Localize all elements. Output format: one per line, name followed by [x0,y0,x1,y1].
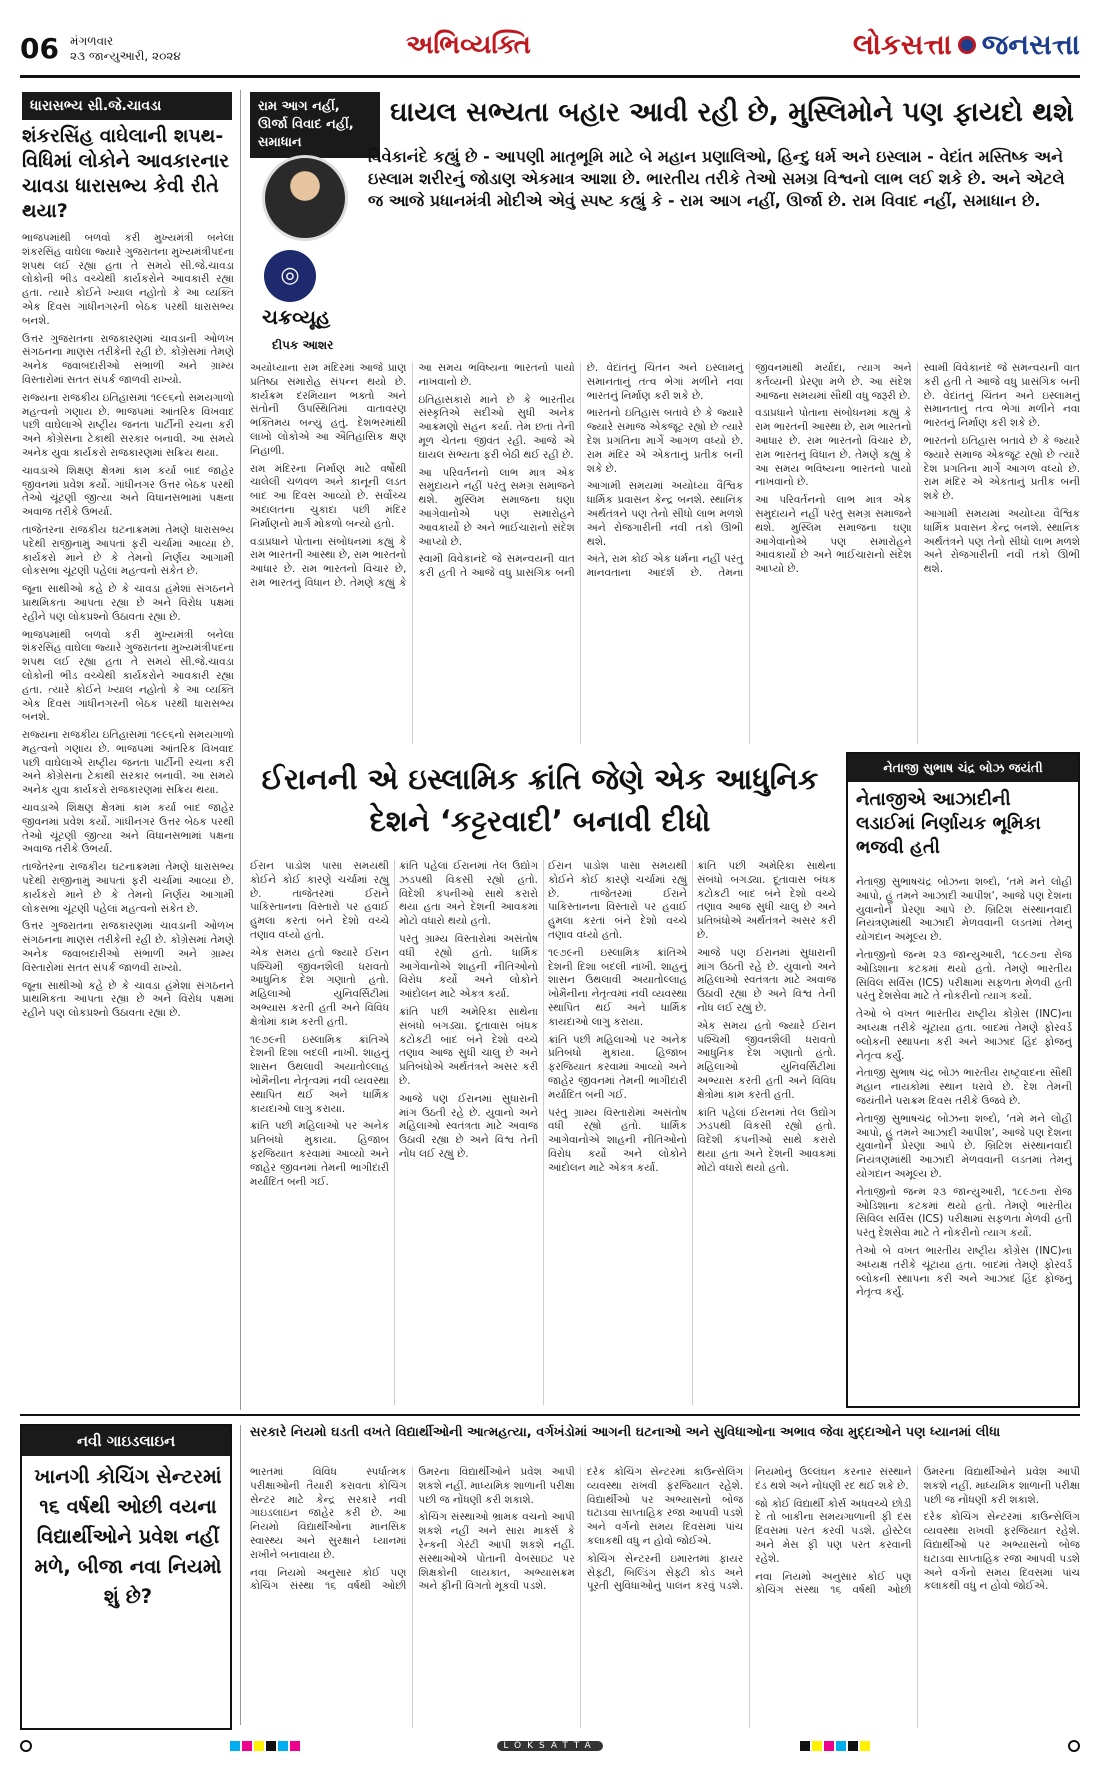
paragraph: સ્વામી વિવેકાનંદે જે સમન્વયની વાત કરી હતી તે આજે વધુ પ્રાસંગિક બની છે. વેદાંતનું ચિંતન અને ઇસ્લામનું સમાનતાનું તત્વ ભેગાં મળીને નવા ભારતનું નિર્માણ કરી શકે છે. [418,362,744,580]
registration-mark-icon [20,1740,32,1752]
paragraph: ક્રાંતિ પહેલાં ઈરાનમાં તેલ ઉદ્યોગ ઝડપથી વિકસી રહ્યો હતો. વિદેશી કંપનીઓ સાથે કરારો થયા હતા અને દેશની આવકમાં મોટો વધારો થયો હતો. [697,1106,836,1174]
paragraph: ક્રાંતિ પછી મહિલાઓ પર અનેક પ્રતિબંધો મુકાયા. હિજાબ ફરજિયાત કરવામાં આવ્યો અને જાહેર જીવનમાં તેમની ભાગીદારી મર્યાદિત બની ગઈ. [548,1033,687,1101]
iran-story-body [250,860,836,1405]
netaji-kicker: નેતાજી સુભાષ ચંદ્ર બોઝ જયંતી [848,754,1078,782]
paragraph: તાજેતરના રાજકીય ઘટનાક્રમમાં તેમણે ધારાસભ્ય પદેથી રાજીનામું આપતાં ફરી ચર્ચામાં આવ્યા છે. કાર્યકરો માને છે કે તેમનો નિર્ણય આગામી લોકસભા ચૂંટણી પહેલાં મહત્વનો સંકેત છે. [22,523,234,578]
paragraph: કોચિંગ સંસ્થાઓ ભ્રામક વચનો આપી શકશે નહીં અને સારા માર્ક્સ કે રેન્કની ગેરંટી આપી શકશે નહીં. સંસ્થાઓએ પોતાની વેબસાઇટ પર શિક્ષકોની લાયકાત, અભ્યાસક્રમ અને ફીની વિગતો મૂકવી પડશે. [418,1511,575,1593]
paragraph: આજે પણ ઈરાનમાં સુધારાની માંગ ઉઠતી રહે છે. યુવાનો અને મહિલાઓ સ્વતંત્રતા માટે અવાજ ઉઠાવી રહ્યા છે અને વિશ્વ તેની નોંધ લઈ રહ્યું છે. [697,946,836,1014]
paragraph: રાજ્યના રાજકીય ઇતિહાસમાં ૧૯૯૬નો સમયગાળો મહત્વનો ગણાય છે. ભાજપમાં આંતરિક વિખવાદ પછી વાઘેલાએ રાષ્ટ્રીય જનતા પાર્ટીની રચના કરી અને કોંગ્રેસના ટેકાથી સરકાર બનાવી. આ સમયે અનેક યુવા કાર્યકરો રાજકારણમાં સક્રિય થયા. [22,729,234,797]
paragraph: નેતાજી સુભાષચંદ્ર બોઝના શબ્દો, ‘તમે મને લોહી આપો, હું તમને આઝાદી આપીશ’, આજે પણ દેશના યુવાનોને પ્રેરણા આપે છે. બ્રિટિશ સંસ્થાનવાદી નિયંત્રણમાંથી આઝાદી મેળવવાની લડતમાં તેમનું યોગદાન અમૂલ્ય છે. [856,876,1072,944]
paragraph: ભારતનો ઇતિહાસ બતાવે છે કે જ્યારે જ્યારે સમાજ એકજૂટ રહ્યો છે ત્યારે દેશ પ્રગતિના માર્ગે આગળ વધ્યો છે. રામ મંદિર એ એકતાનું પ્રતીક બની શકે છે. [586,407,744,475]
paragraph: ૧૯૭૯ની ઇસ્લામિક ક્રાંતિએ દેશની દિશા બદલી નાખી. શાહનું શાસન ઉથલાવી અયાતોલ્લાહ ખોમૈનીના નેતૃત્વમાં નવી વ્યવસ્થા સ્થાપિત થઈ અને ધાર્મિક કાયદાઓ લાગુ કરાયા. [548,946,687,1028]
print-footer [20,1740,1080,1752]
paragraph: નવા નિયમો અનુસાર કોઈ પણ કોચિંગ સંસ્થા ૧૬ વર્ષથી ઓછી ઉંમરના વિદ્યાર્થીઓને પ્રવેશ આપી શકશે નહીં. માધ્યમિક શાળાની પરીક્ષા પછી જ નોંધણી કરી શકાશે. [755,1466,1080,1597]
brand-name-left: લોકસત્તા [852,28,952,61]
paragraph: ઉત્તર ગુજરાતના રાજકારણમાં ચાવડાની ઓળખ સંગઠનના માણસ તરીકેની રહી છે. કોંગ્રેસમાં તેમણે અનેક જવાબદારીઓ સંભાળી અને ગ્રામ્ય વિસ્તારોમાં સતત સંપર્ક જાળવી રાખ્યો. [22,920,234,974]
paragraph: આગામી સમયમાં અયોધ્યા વૈશ્વિક ધાર્મિક પ્રવાસન કેન્દ્ર બનશે. સ્થાનિક અર્થતંત્રને પણ તેનો સીધો લાભ મળશે અને રોજગારીની નવી તકો ઊભી થશે. [586,480,744,548]
paragraph: ઈરાન પાડોશ પાસા સમયથી કોઈને કોઈ કારણે ચર્ચામાં રહ્યું છે. તાજેતરમાં ઈરાને પાકિસ્તાનના વિસ્તારો પર હવાઈ હુમલા કરતાં બંને દેશો વચ્ચે તણાવ વધ્યો હતો. [548,860,687,941]
left-story-body [22,232,234,1407]
color-bar [800,1741,870,1751]
masthead [20,28,1080,78]
netaji-body [856,876,1072,1402]
main-story-headline: ઘાયલ સભ્યતા બહાર આવી રહી છે, મુસ્લિમોને પણ ફાયદો થશે [390,97,1074,128]
paragraph: આજે પણ ઈરાનમાં સુધારાની માંગ ઉઠતી રહે છે. યુવાનો અને મહિલાઓ સ્વતંત્રતા માટે અવાજ ઉઠાવી રહ્યા છે અને વિશ્વ તેની નોંધ લઈ રહ્યું છે. [399,1092,538,1160]
paragraph: આ પરિવર્તનનો લાભ માત્ર એક સમુદાયને નહીં પરંતુ સમગ્ર સમાજને થશે. મુસ્લિમ સમાજના ઘણા આગેવાનોએ પણ સમારોહને આવકાર્યો છે અને ભાઈચારાનો સંદેશ આપ્યો છે. [418,466,575,548]
paragraph: વડાપ્રધાને પોતાના સંબોધનમાં કહ્યું કે રામ ભારતની આસ્થા છે, રામ ભારતનો આધાર છે. રામ ભારતનો વિચાર છે, રામ ભારતનું વિધાન છે. તેમણે કહ્યું કે આ સમય ભવિષ્યના ભારતનો પાયો નાખવાનો છે. [250,362,575,589]
paragraph: ભારતમાં વિવિધ સ્પર્ધાત્મક પરીક્ષાઓની તૈયારી કરાવતા કોચિંગ સેન્ટર માટે કેન્દ્ર સરકારે નવી ગાઇડલાઇન જાહેર કરી છે. આ નિયમો વિદ્યાર્થીઓના માનસિક સ્વાસ્થ્ય અને સુરક્ષાને ધ્યાનમાં રાખીને બનાવાયા છે. [250,1466,407,1561]
author-byline: દીપક આશર [272,338,334,352]
netaji-headline: નેતાજીએ આઝાદીની લડાઈમાં નિર્ણાયક ભૂમિકા ભજવી હતી [856,789,1041,858]
paragraph: કોચિંગ સેન્ટરની ઇમારતમાં ફાયર સેફ્ટી, બિલ્ડિંગ સેફ્ટી કોડ અને પૂરતી સુવિધાઓનું પાલન કરવું પડશે. નિયમોનું ઉલ્લંઘન કરનાર સંસ્થાને દંડ થશે અને નોંધણી રદ થઈ શકે છે. [586,1466,912,1593]
paragraph: નેતાજી સુભાષચંદ્ર બોઝના શબ્દો, ‘તમે મને લોહી આપો, હું તમને આઝાદી આપીશ’, આજે પણ દેશના યુવાનોને પ્રેરણા આપે છે. બ્રિટિશ સંસ્થાનવાદી નિયંત્રણમાંથી આઝાદી મેળવવાની લડતમાં તેમનું યોગદાન અમૂલ્ય છે. [856,1112,1072,1180]
column-rule [240,90,241,1410]
paragraph: એક સમય હતો જ્યારે ઈરાન પશ્ચિમી જીવનશૈલી ધરાવતો આધુનિક દેશ ગણાતો હતો. મહિલાઓ યુનિવર્સિટીમાં અભ્યાસ કરતી હતી અને વિવિધ ક્ષેત્રોમાં કામ કરતી હતી. [250,946,389,1028]
paragraph: નેતાજીનો જન્મ ૨૩ જાન્યુઆરી, ૧૮૯૭ના રોજ ઓડિશાના કટકમાં થયો હતો. તેમણે ભારતીય સિવિલ સર્વિસ (ICS) પરીક્ષામાં સફળતા મેળવી હતી પરંતુ દેશસેવા માટે તે નોકરીનો ત્યાગ કર્યો. [856,1185,1072,1240]
paragraph: અંતે, રામ કોઈ એક ધર્મના નહીં પરંતુ માનવતાના આદર્શ છે. તેમના જીવનમાંથી મર્યાદા, ત્યાગ અને કર્તવ્યની પ્રેરણા મળે છે. આ સંદેશ આજના સમયમાં સૌથી વધુ જરૂરી છે. [586,362,912,580]
paragraph: ઈરાન પાડોશ પાસા સમયથી કોઈને કોઈ કારણે ચર્ચામાં રહ્યું છે. તાજેતરમાં ઈરાને પાકિસ્તાનના વિસ્તારો પર હવાઈ હુમલા કરતાં બંને દેશો વચ્ચે તણાવ વધ્યો હતો. [250,860,389,941]
paragraph: નવા નિયમો અનુસાર કોઈ પણ કોચિંગ સંસ્થા ૧૬ વર્ષથી ઓછી ઉંમરના વિદ્યાર્થીઓને પ્રવેશ આપી શકશે નહીં. માધ્યમિક શાળાની પરીક્ષા પછી જ નોંધણી કરી શકાશે. [250,1466,575,1593]
column-rule [240,1425,241,1725]
brand-emblem-icon [958,36,976,54]
guideline-deck: સરકારે નિયમો ઘડતી વખતે વિદ્યાર્થીઓની આત્મહત્યા, વર્ગખંડોમાં આગની ઘટનાઓ અને સુવિધાઓના અભાવ જેવા મુદ્દાઓને પણ ધ્યાનમાં લીધા [250,1425,1001,1440]
registration-mark-icon [1068,1740,1080,1752]
paragraph: નેતાજી સુભાષ ચંદ્ર બોઝ ભારતીય રાષ્ટ્રવાદના સૌથી મહાન નાયકોમાં સ્થાન ધરાવે છે. દેશ તેમની જયંતીને પરાક્રમ દિવસ તરીકે ઉજવે છે. [856,1067,1072,1107]
paragraph: પરંતુ ગ્રામ્ય વિસ્તારોમાં અસંતોષ વધી રહ્યો હતો. ધાર્મિક આગેવાનોએ શાહની નીતિઓનો વિરોધ કર્યો અને લોકોને આંદોલન માટે એકત્ર કર્યા. [399,932,538,1001]
column-logo-icon: ◎ [264,250,316,302]
paragraph: જૂના સાથીઓ કહે છે કે ચાવડા હંમેશાં સંગઠનને પ્રાથમિકતા આપતા રહ્યા છે અને વિરોધ પક્ષમાં રહીને પણ લોકપ્રશ્નો ઉઠાવતા રહ્યા છે. [22,583,234,623]
left-story-headline: શંકરસિંહ વાઘેલાની શપથ-વિધિમાં લોકોને આવકારનાર ચાવડા ધારાસભ્ય કેવી રીતે થયા? [22,125,230,222]
left-story-kicker: ધારાસભ્ય સી.જે.ચાવડા [22,92,232,120]
paragraph: આ પરિવર્તનનો લાભ માત્ર એક સમુદાયને નહીં પરંતુ સમગ્ર સમાજને થશે. મુસ્લિમ સમાજના ઘણા આગેવાનોએ પણ સમારોહને આવકાર્યો છે અને ભાઈચારાનો સંદેશ આપ્યો છે. [755,494,912,576]
column-name: ચક્રવ્યૂહ [262,305,331,329]
date-label: ૨૩ જાન્યુઆરી, ૨૦૨૪ [70,49,181,63]
main-story-lead: વિવેકાનંદે કહ્યું છે - આપણી માતૃભૂમિ માટે બે મહાન પ્રણાલિઓ, હિન્દુ ધર્મ અને ઇસ્લામ - વેદાંત મસ્તિષ્ક અને ઇસ્લામ શરીરનું જોડાણ એકમાત્ર આશા છે. ભારતીય તરીકે તેઓ સમગ્ર વિશ્વનો લાભ લઈ શકે છે. અને એટલે જ આજે પ્રધાનમંત્રી મોદીએ એવું સ્પષ્ટ કહ્યું કે - રામ આગ નહીં, ઊર્જા છે. રામ વિવાદ નહીં, સમાધાન છે. [368,147,1065,210]
paragraph: ઇતિહાસકારો માને છે કે ભારતીય સંસ્કૃતિએ સદીઓ સુધી અનેક આક્રમણો સહન કર્યા. તેમ છતાં તેની મૂળ ચેતના જીવંત રહી. આજે એ ઘાયલ સભ્યતા ફરી બેઠી થઈ રહી છે. [418,393,575,461]
paragraph: ક્રાંતિ પછી મહિલાઓ પર અનેક પ્રતિબંધો મુકાયા. હિજાબ ફરજિયાત કરવામાં આવ્યો અને જાહેર જીવનમાં તેમની ભાગીદારી મર્યાદિત બની ગઈ. [250,1120,389,1188]
paragraph: આગામી સમયમાં અયોધ્યા વૈશ્વિક ધાર્મિક પ્રવાસન કેન્દ્ર બનશે. સ્થાનિક અર્થતંત્રને પણ તેનો સીધો લાભ મળશે અને રોજગારીની નવી તકો ઊભી થશે. [923,507,1080,576]
paragraph: એક સમય હતો જ્યારે ઈરાન પશ્ચિમી જીવનશૈલી ધરાવતો આધુનિક દેશ ગણાતો હતો. મહિલાઓ યુનિવર્સિટીમાં અભ્યાસ કરતી હતી અને વિવિધ ક્ષેત્રોમાં કામ કરતી હતી. [697,1019,836,1101]
paragraph: ભાજપમાંથી બળવો કરી મુખ્યમંત્રી બનેલા શંકરસિંહ વાઘેલા જ્યારે ગુજરાતના મુખ્યમંત્રીપદના શપથ લઈ રહ્યા હતા તે સમયે સી.જે.ચાવડા લોકોની ભીડ વચ્ચેથી કાર્યકરોને આવકારી રહ્યા હતા. ત્યારે કોઈને ખ્યાલ નહોતો કે આ વ્યક્તિ એક દિવસ ગાંધીનગરની બેઠક પરથી ધારાસભ્ય બનશે. [22,628,234,724]
section-divider [20,1414,1080,1416]
paragraph: ભાજપમાંથી બળવો કરી મુખ્યમંત્રી બનેલા શંકરસિંહ વાઘેલા જ્યારે ગુજરાતના મુખ્યમંત્રીપદના શપથ લઈ રહ્યા હતા તે સમયે સી.જે.ચાવડા લોકોની ભીડ વચ્ચેથી કાર્યકરોને આવકારી રહ્યા હતા. ત્યારે કોઈને ખ્યાલ નહોતો કે આ વ્યક્તિ એક દિવસ ગાંધીનગરની બેઠક પરથી ધારાસભ્ય બનશે. [22,232,234,327]
paragraph: ક્રાંતિ પછી અમેરિકા સાથેના સંબંધો બગડ્યા. દૂતાવાસ બંધક કટોકટી બાદ બંને દેશો વચ્ચે તણાવ આજ સુધી ચાલુ છે અને પ્રતિબંધોએ અર્થતંત્રને અસર કરી છે. [399,1005,538,1087]
section-title: અભિવ્યક્તિ [406,30,531,60]
paragraph: જૂના સાથીઓ કહે છે કે ચાવડા હંમેશાં સંગઠનને પ્રાથમિકતા આપતા રહ્યા છે અને વિરોધ પક્ષમાં રહીને પણ લોકપ્રશ્નો ઉઠાવતા રહ્યા છે. [22,979,234,1020]
paragraph: તેઓ બે વખત ભારતીય રાષ્ટ્રીય કોંગ્રેસ (INC)ના અધ્યક્ષ તરીકે ચૂંટાયા હતા. બાદમાં તેમણે ફોરવર્ડ બ્લોકની સ્થાપના કરી અને આઝાદ હિંદ ફોજનું નેતૃત્વ કર્યું. [856,1008,1072,1062]
author-photo [262,155,348,241]
brand-logo [853,28,1080,62]
color-bar [230,1741,300,1751]
brand-name-right: જનસત્તા [981,28,1080,61]
paragraph: ક્રાંતિ પછી અમેરિકા સાથેના સંબંધો બગડ્યા. દૂતાવાસ બંધક કટોકટી બાદ બંને દેશો વચ્ચે તણાવ આજ સુધી ચાલુ છે અને પ્રતિબંધોએ અર્થતંત્રને અસર કરી છે. [697,860,836,941]
iran-story-headline: ઈરાનની એ ઇસ્લામિક ક્રાંતિ જેણે એક આધુનિક દેશને ‘કટ્ટરવાદી’ બનાવી દીધો [261,762,819,838]
paragraph: તેઓ બે વખત ભારતીય રાષ્ટ્રીય કોંગ્રેસ (INC)ના અધ્યક્ષ તરીકે ચૂંટાયા હતા. બાદમાં તેમણે ફોરવર્ડ બ્લોકની સ્થાપના કરી અને આઝાદ હિંદ ફોજનું નેતૃત્વ કર્યું. [856,1244,1072,1299]
paragraph: રાજ્યના રાજકીય ઇતિહાસમાં ૧૯૯૬નો સમયગાળો મહત્વનો ગણાય છે. ભાજપમાં આંતરિક વિખવાદ પછી વાઘેલાએ રાષ્ટ્રીય જનતા પાર્ટીની રચના કરી અને કોંગ્રેસના ટેકાથી સરકાર બનાવી. આ સમયે અનેક યુવા કાર્યકરો રાજકારણમાં સક્રિય થયા. [22,391,234,459]
paragraph: દરેક કોચિંગ સેન્ટરમાં કાઉન્સેલિંગ વ્યવસ્થા રાખવી ફરજિયાત રહેશે. વિદ્યાર્થીઓ પર અભ્યાસનો બોજ ઘટાડવા સાપ્તાહિક રજા આપવી પડશે અને વર્ગનો સમય દિવસમાં પાંચ કલાકથી વધુ ન હોવો જોઈએ. [923,1511,1080,1593]
paragraph: અયોધ્યાના રામ મંદિરમાં આજે પ્રાણ પ્રતિષ્ઠા સમારોહ સંપન્ન થયો છે. કાર્યક્રમ દરમિયાન ભક્તો અને સંતોની ઉપસ્થિતિમાં વાતાવરણ ભક્તિમય બન્યું હતું. દેશભરમાંથી લાખો લોકોએ આ ઐતિહાસિક ક્ષણ નિહાળી. [250,362,407,457]
paragraph: વડાપ્રધાને પોતાના સંબોધનમાં કહ્યું કે રામ ભારતની આસ્થા છે, રામ ભારતનો આધાર છે. રામ ભારતનો વિચાર છે, રામ ભારતનું વિધાન છે. તેમણે કહ્યું કે આ સમય ભવિષ્યના ભારતનો પાયો નાખવાનો છે. [755,407,912,489]
paragraph: પરંતુ ગ્રામ્ય વિસ્તારોમાં અસંતોષ વધી રહ્યો હતો. ધાર્મિક આગેવાનોએ શાહની નીતિઓનો વિરોધ કર્યો અને લોકોને આંદોલન માટે એકત્ર કર્યા. [548,1106,687,1174]
paragraph: ચાવડાએ શિક્ષણ ક્ષેત્રમાં કામ કર્યા બાદ જાહેર જીવનમાં પ્રવેશ કર્યો. ગાંધીનગર ઉત્તર બેઠક પરથી તેઓ ચૂંટણી જીત્યા અને વિધાનસભામાં પક્ષના અવાજ તરીકે ઉભર્યા. [22,802,234,856]
guideline-headline: ખાનગી કોચિંગ સેન્ટરમાં ૧૬ વર્ષથી ઓછી વયના વિદ્યાર્થીઓને પ્રવેશ નહીં મળે, બીજા નવા નિયમો શું છે? [34,1465,222,1608]
paragraph: ભારતનો ઇતિહાસ બતાવે છે કે જ્યારે જ્યારે સમાજ એકજૂટ રહ્યો છે ત્યારે દેશ પ્રગતિના માર્ગે આગળ વધ્યો છે. રામ મંદિર એ એકતાનું પ્રતીક બની શકે છે. [923,434,1080,503]
paragraph: જો કોઈ વિદ્યાર્થી કોર્સ અધવચ્ચે છોડી દે તો બાકીના સમયગાળાની ફી દસ દિવસમાં પરત કરવી પડશે. હોસ્ટેલ અને મેસ ફી પણ પરત કરવાની રહેશે. [755,1497,912,1565]
main-story-body [250,362,1080,744]
main-story-kicker: રામ આગ નહીં, ઊર્જા વિવાદ નહીં, સમાધાન [250,92,380,158]
paragraph: ૧૯૭૯ની ઇસ્લામિક ક્રાંતિએ દેશની દિશા બદલી નાખી. શાહનું શાસન ઉથલાવી અયાતોલ્લાહ ખોમૈનીના નેતૃત્વમાં નવી વ્યવસ્થા સ્થાપિત થઈ અને ધાર્મિક કાયદાઓ લાગુ કરાયા. [250,1033,389,1115]
day-label: મંગળવાર [70,34,114,48]
paragraph: તાજેતરના રાજકીય ઘટનાક્રમમાં તેમણે ધારાસભ્ય પદેથી રાજીનામું આપતાં ફરી ચર્ચામાં આવ્યા છે. કાર્યકરો માને છે કે તેમનો નિર્ણય આગામી લોકસભા ચૂંટણી પહેલાં મહત્વનો સંકેત છે. [22,861,234,915]
paragraph: સ્વામી વિવેકાનંદે જે સમન્વયની વાત કરી હતી તે આજે વધુ પ્રાસંગિક બની છે. વેદાંતનું ચિંતન અને ઇસ્લામનું સમાનતાનું તત્વ ભેગાં મળીને નવા ભારતનું નિર્માણ કરી શકે છે. [923,362,1080,430]
paragraph: ચાવડાએ શિક્ષણ ક્ષેત્રમાં કામ કર્યા બાદ જાહેર જીવનમાં પ્રવેશ કર્યો. ગાંધીનગર ઉત્તર બેઠક પરથી તેઓ ચૂંટણી જીત્યા અને વિધાનસભામાં પક્ષના અવાજ તરીકે ઉભર્યા. [22,464,234,519]
paragraph: ઉત્તર ગુજરાતના રાજકારણમાં ચાવડાની ઓળખ સંગઠનના માણસ તરીકેની રહી છે. કોંગ્રેસમાં તેમણે અનેક જવાબદારીઓ સંભાળી અને ગ્રામ્ય વિસ્તારોમાં સતત સંપર્ક જાળવી રાખ્યો. [22,332,234,386]
dateline [70,34,181,64]
footer-strip: LOKSATTA [497,1741,602,1751]
paragraph: ક્રાંતિ પહેલાં ઈરાનમાં તેલ ઉદ્યોગ ઝડપથી વિકસી રહ્યો હતો. વિદેશી કંપનીઓ સાથે કરારો થયા હતા અને દેશની આવકમાં મોટો વધારો થયો હતો. [399,860,538,928]
paragraph: નેતાજીનો જન્મ ૨૩ જાન્યુઆરી, ૧૮૯૭ના રોજ ઓડિશાના કટકમાં થયો હતો. તેમણે ભારતીય સિવિલ સર્વિસ (ICS) પરીક્ષામાં સફળતા મેળવી હતી પરંતુ દેશસેવા માટે તે નોકરીનો ત્યાગ કર્યો. [856,948,1072,1003]
guideline-bar: નવી ગાઇડલાઇન [22,1426,230,1456]
page-number: 06 [20,32,59,65]
guideline-body [250,1466,1080,1728]
paragraph: દરેક કોચિંગ સેન્ટરમાં કાઉન્સેલિંગ વ્યવસ્થા રાખવી ફરજિયાત રહેશે. વિદ્યાર્થીઓ પર અભ્યાસનો બોજ ઘટાડવા સાપ્તાહિક રજા આપવી પડશે અને વર્ગનો સમય દિવસમાં પાંચ કલાકથી વધુ ન હોવો જોઈએ. [586,1466,744,1547]
paragraph: રામ મંદિરના નિર્માણ માટે વર્ષોથી ચાલેલી ચળવળ અને કાનૂની લડત બાદ આ દિવસ આવ્યો છે. સર્વોચ્ચ અદાલતના ચુકાદા પછી મંદિર નિર્માણનો માર્ગ મોકળો બન્યો હતો. [250,462,407,530]
